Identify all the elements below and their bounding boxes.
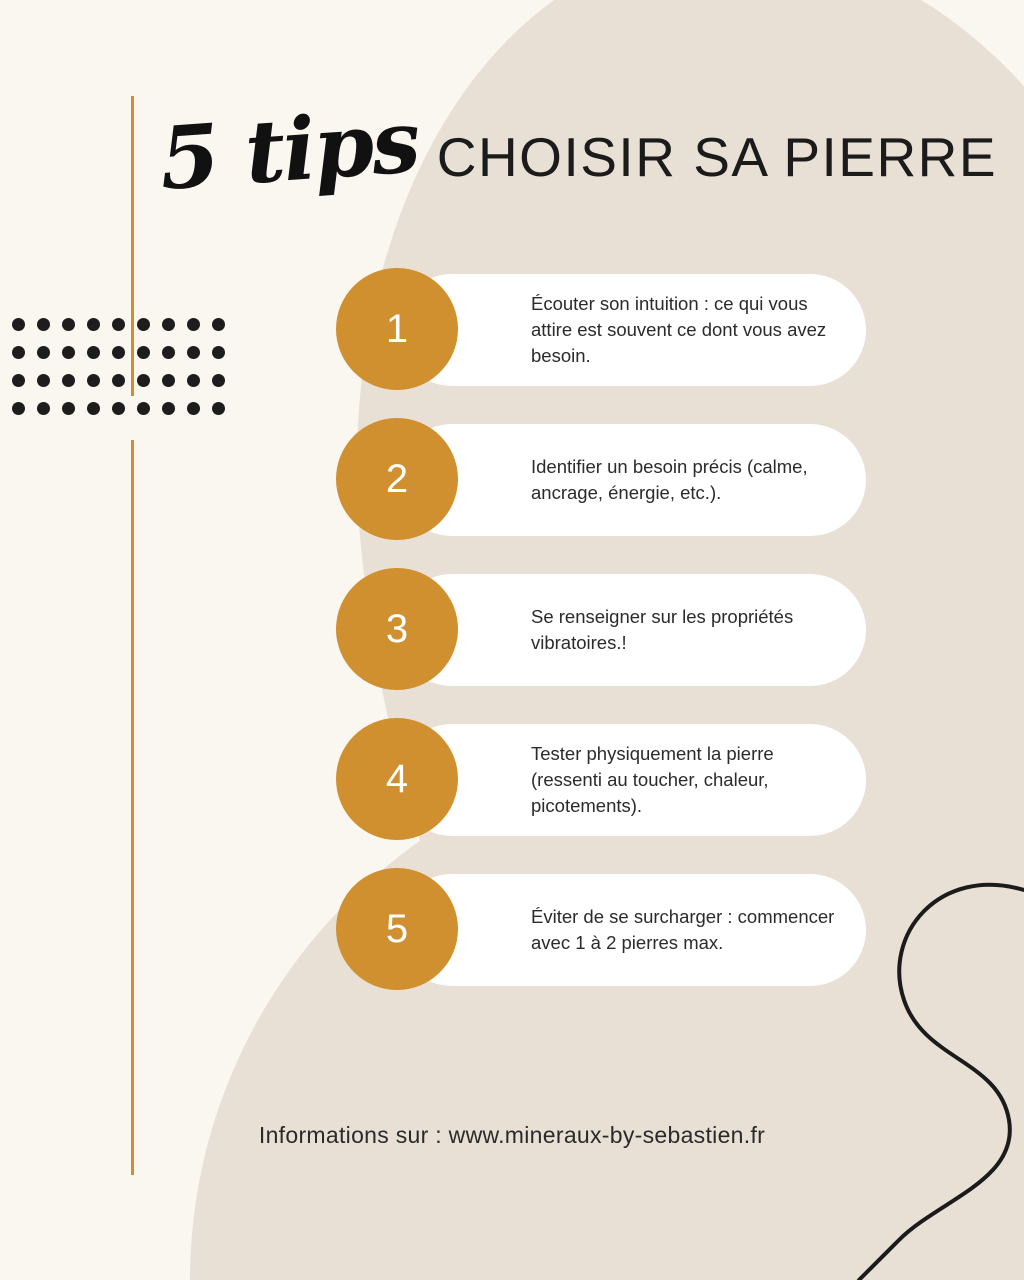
tip-text: Tester physiquement la pierre (ressenti au toucher, chaleur, picotements). [531, 742, 774, 817]
list-item [336, 718, 866, 842]
footer-info: Informations sur : www.mineraux-by-sebastien.fr [258, 1122, 766, 1148]
dot-grid-decoration [12, 318, 237, 430]
tip-card [396, 724, 866, 836]
page-title: CHOISIR SA PIERRE [436, 126, 998, 189]
tip-card [396, 274, 866, 386]
squiggle-decoration [764, 880, 1024, 1280]
tip-number-badge: 1 [336, 268, 458, 390]
list-item [336, 268, 866, 392]
list-item [336, 418, 866, 542]
poster-header [156, 91, 1000, 210]
script-title: 5 tips [156, 91, 422, 210]
tip-text: Identifier un besoin précis (calme, ancrage, énergie, etc.). [531, 455, 808, 503]
tip-number-badge: 5 [336, 868, 458, 990]
list-item [336, 568, 866, 692]
tip-text: Se renseigner sur les propriétés vibratoires.! [531, 605, 794, 653]
tip-text: Éviter de se surcharger : commencer avec 1 à 2 pierres max. [531, 905, 835, 953]
tip-card [396, 424, 866, 536]
tip-text: Écouter son intuition : ce qui vous attire est souvent ce dont vous avez besoin. [531, 292, 827, 367]
tip-number-badge: 2 [336, 418, 458, 540]
vertical-rule-bottom [131, 440, 134, 1175]
tip-number-badge: 3 [336, 568, 458, 690]
tip-card [396, 574, 866, 686]
tip-number-badge: 4 [336, 718, 458, 840]
